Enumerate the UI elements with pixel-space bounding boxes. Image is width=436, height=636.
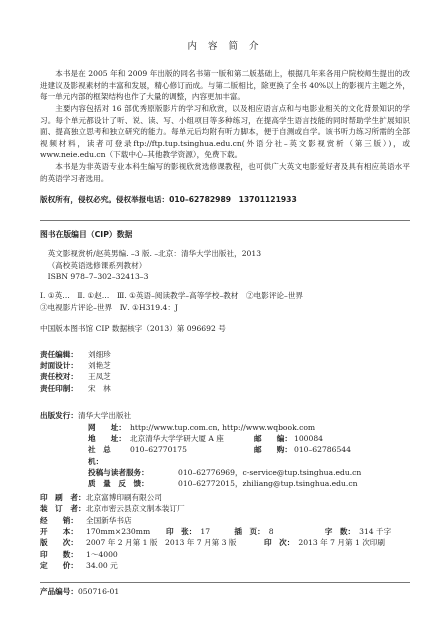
printer-label: 印 刷 者： [40,492,86,502]
website-value: http://www.tup.com.cn, http://www.wqbook.com [130,422,316,432]
seller-row [40,515,410,526]
contact-label: 投稿与读者服务： [88,468,149,478]
staff-label: 责任校对： [40,372,78,382]
address-value: 北京清华大学学研大厦 A 座 [130,433,224,443]
postcode-label: 邮 编： [254,433,292,443]
staff-row [40,349,410,360]
binder-value: 北京市密云县京文制本装订厂 [86,504,185,514]
printer-row [40,492,410,503]
staff-label: 责任印制： [40,383,78,393]
price-label: 定 价： [40,561,78,571]
run-row [40,549,410,560]
intro-title: 内 容 简 介 [187,41,263,52]
publisher-name: 清华大学出版社 [78,411,132,421]
staff-label: 责任编辑： [40,349,78,359]
staff-label: 封面设计： [40,360,78,370]
publisher-row [40,410,410,421]
staff-value: 王凤芝 [88,372,111,382]
bottom-divider [40,582,410,583]
price-row [40,560,410,571]
format-label: 开 本： [40,527,78,537]
staff-value: 刘艳芝 [88,360,111,370]
edition-label: 版 次： [40,538,78,548]
cip-line-title: 英文影视赏析/赵英男编. –3 版. –北京：清华大学出版社，2013 [47,249,262,259]
words-label: 字 数： [324,527,356,537]
print-specs [40,492,410,572]
switchboard-label: 社 总 机： [88,445,119,466]
publisher-label: 出版发行： [40,411,78,421]
run-value: 1～4000 [86,549,118,559]
contact-row [40,467,410,478]
words-value: 314 千字 [359,527,392,537]
staff-row [40,371,410,382]
switchboard-row [40,444,410,467]
cip-line-series: （高校英语选修课系列教材） [47,260,147,270]
sheets-label: 印 张： [166,527,197,537]
address-label: 地 址： [88,433,126,443]
publisher-info [40,410,410,490]
edition-value: 2007 年 2 月第 1 版 2013 年 7 月第 3 版 [86,538,237,548]
product-code-value: 050716-01 [77,586,120,596]
product-code [40,586,410,597]
product-code-label: 产品编号： [40,586,78,596]
plates-label: 插 页： [234,527,265,537]
format-value: 170mm×230mm [86,527,151,537]
cip-line-isbn: ISBN 978–7–302–32413–3 [47,272,149,282]
print-label: 印 次： [264,538,295,548]
plates-value: 8 [268,527,274,537]
sheets-value: 17 [200,527,211,537]
staff-value: 宋 林 [88,383,111,393]
binder-label: 装 订 者： [40,504,86,514]
mail-order-label: 邮 购： [254,445,292,455]
rights-notice: 版权所有，侵权必究。侵权举报电话：010–62782989 13701121933 [40,195,297,205]
print-value: 2013 年 7 月第 1 次印刷 [298,538,385,548]
cip-classification-1: Ⅰ. ①英… Ⅱ. ①赵… Ⅲ. ①英语–阅读教学–高等学校–教材 ②电影评论–世界 [40,291,304,301]
seller-value: 全国新华书店 [86,515,132,525]
printer-value: 北京富博印刷有限公司 [86,492,162,502]
intro-paragraph-2: 主要内容包括对 16 部优秀原版影片的学习和欣赏，以及相应语言点和与电影业相关的文化背景知识的学习。每个单元都设计了听、说、读、写、小组项目等多种练习，在提高学生语言技能的同时帮助学生扩展知识面、提高独立思考和独立研究的能力。每单元后均附有听力脚本，便于自测或自学。该书听力练习所需的全部视频材料，读者可登录ftp://ftp.tup.tsinghua.edu.cn(外语分社–英文影视赏析（第三版）)，或 www.neie.edu.cn（下载中心–其他教学资源），免费下载。 [40,104,410,159]
quality-label: 质 量 反 馈： [88,479,149,489]
contact-value: 010–62776969，c-service@tup.tsinghua.edu.cn [178,468,362,478]
seller-label: 经 销： [40,515,78,525]
postcode-value: 100084 [294,433,323,443]
intro-paragraph-1: 本书是在 2005 年和 2009 年出版的同名书第一版和第二版基础上，根据几年来各用户院校师生提出的改进建议及影视素材的丰富和发展，精心修订而成。与第二版相比，除更换了全书 40%以上的影视片主题之外，每一单元内部的框架结构也作了大量的调整，内容更加丰富。 [40,69,410,102]
staff-row [40,383,410,394]
staff-row [40,360,410,371]
format-row [40,526,410,537]
price-value: 34.00 元 [86,561,118,571]
divider [40,220,410,221]
copyright-page [40,40,410,597]
intro-paragraph-3: 本书是为非英语专业本科生编写的影视欣赏选修课教程，也可供广大英文电影爱好者及具有相应英语水平的英语学习者选用。 [40,162,410,183]
cip-title: 图书在版编目（CIP）数据 [40,229,133,239]
address-row [40,433,410,444]
cip-block [40,248,410,334]
edition-row [40,537,410,548]
mail-order-value: 010–62786544 [294,445,351,455]
quality-row [40,478,410,489]
cip-classification-2: ③电视影片评论–世界 Ⅳ. ①H319.4：J [40,302,178,312]
binder-row [40,503,410,514]
staff-value: 刘细珍 [88,349,111,359]
run-label: 印 数： [40,549,78,559]
website-label: 网 址： [88,422,126,432]
switchboard-value: 010–62770175 [130,445,187,455]
cip-number: 中国版本图书馆 CIP 数据核字（2013）第 096692 号 [40,324,226,334]
staff-list [40,349,410,395]
quality-value: 010–62772015，zhiliang@tup.tsinghua.edu.cn [178,479,358,489]
website-row [40,422,410,433]
